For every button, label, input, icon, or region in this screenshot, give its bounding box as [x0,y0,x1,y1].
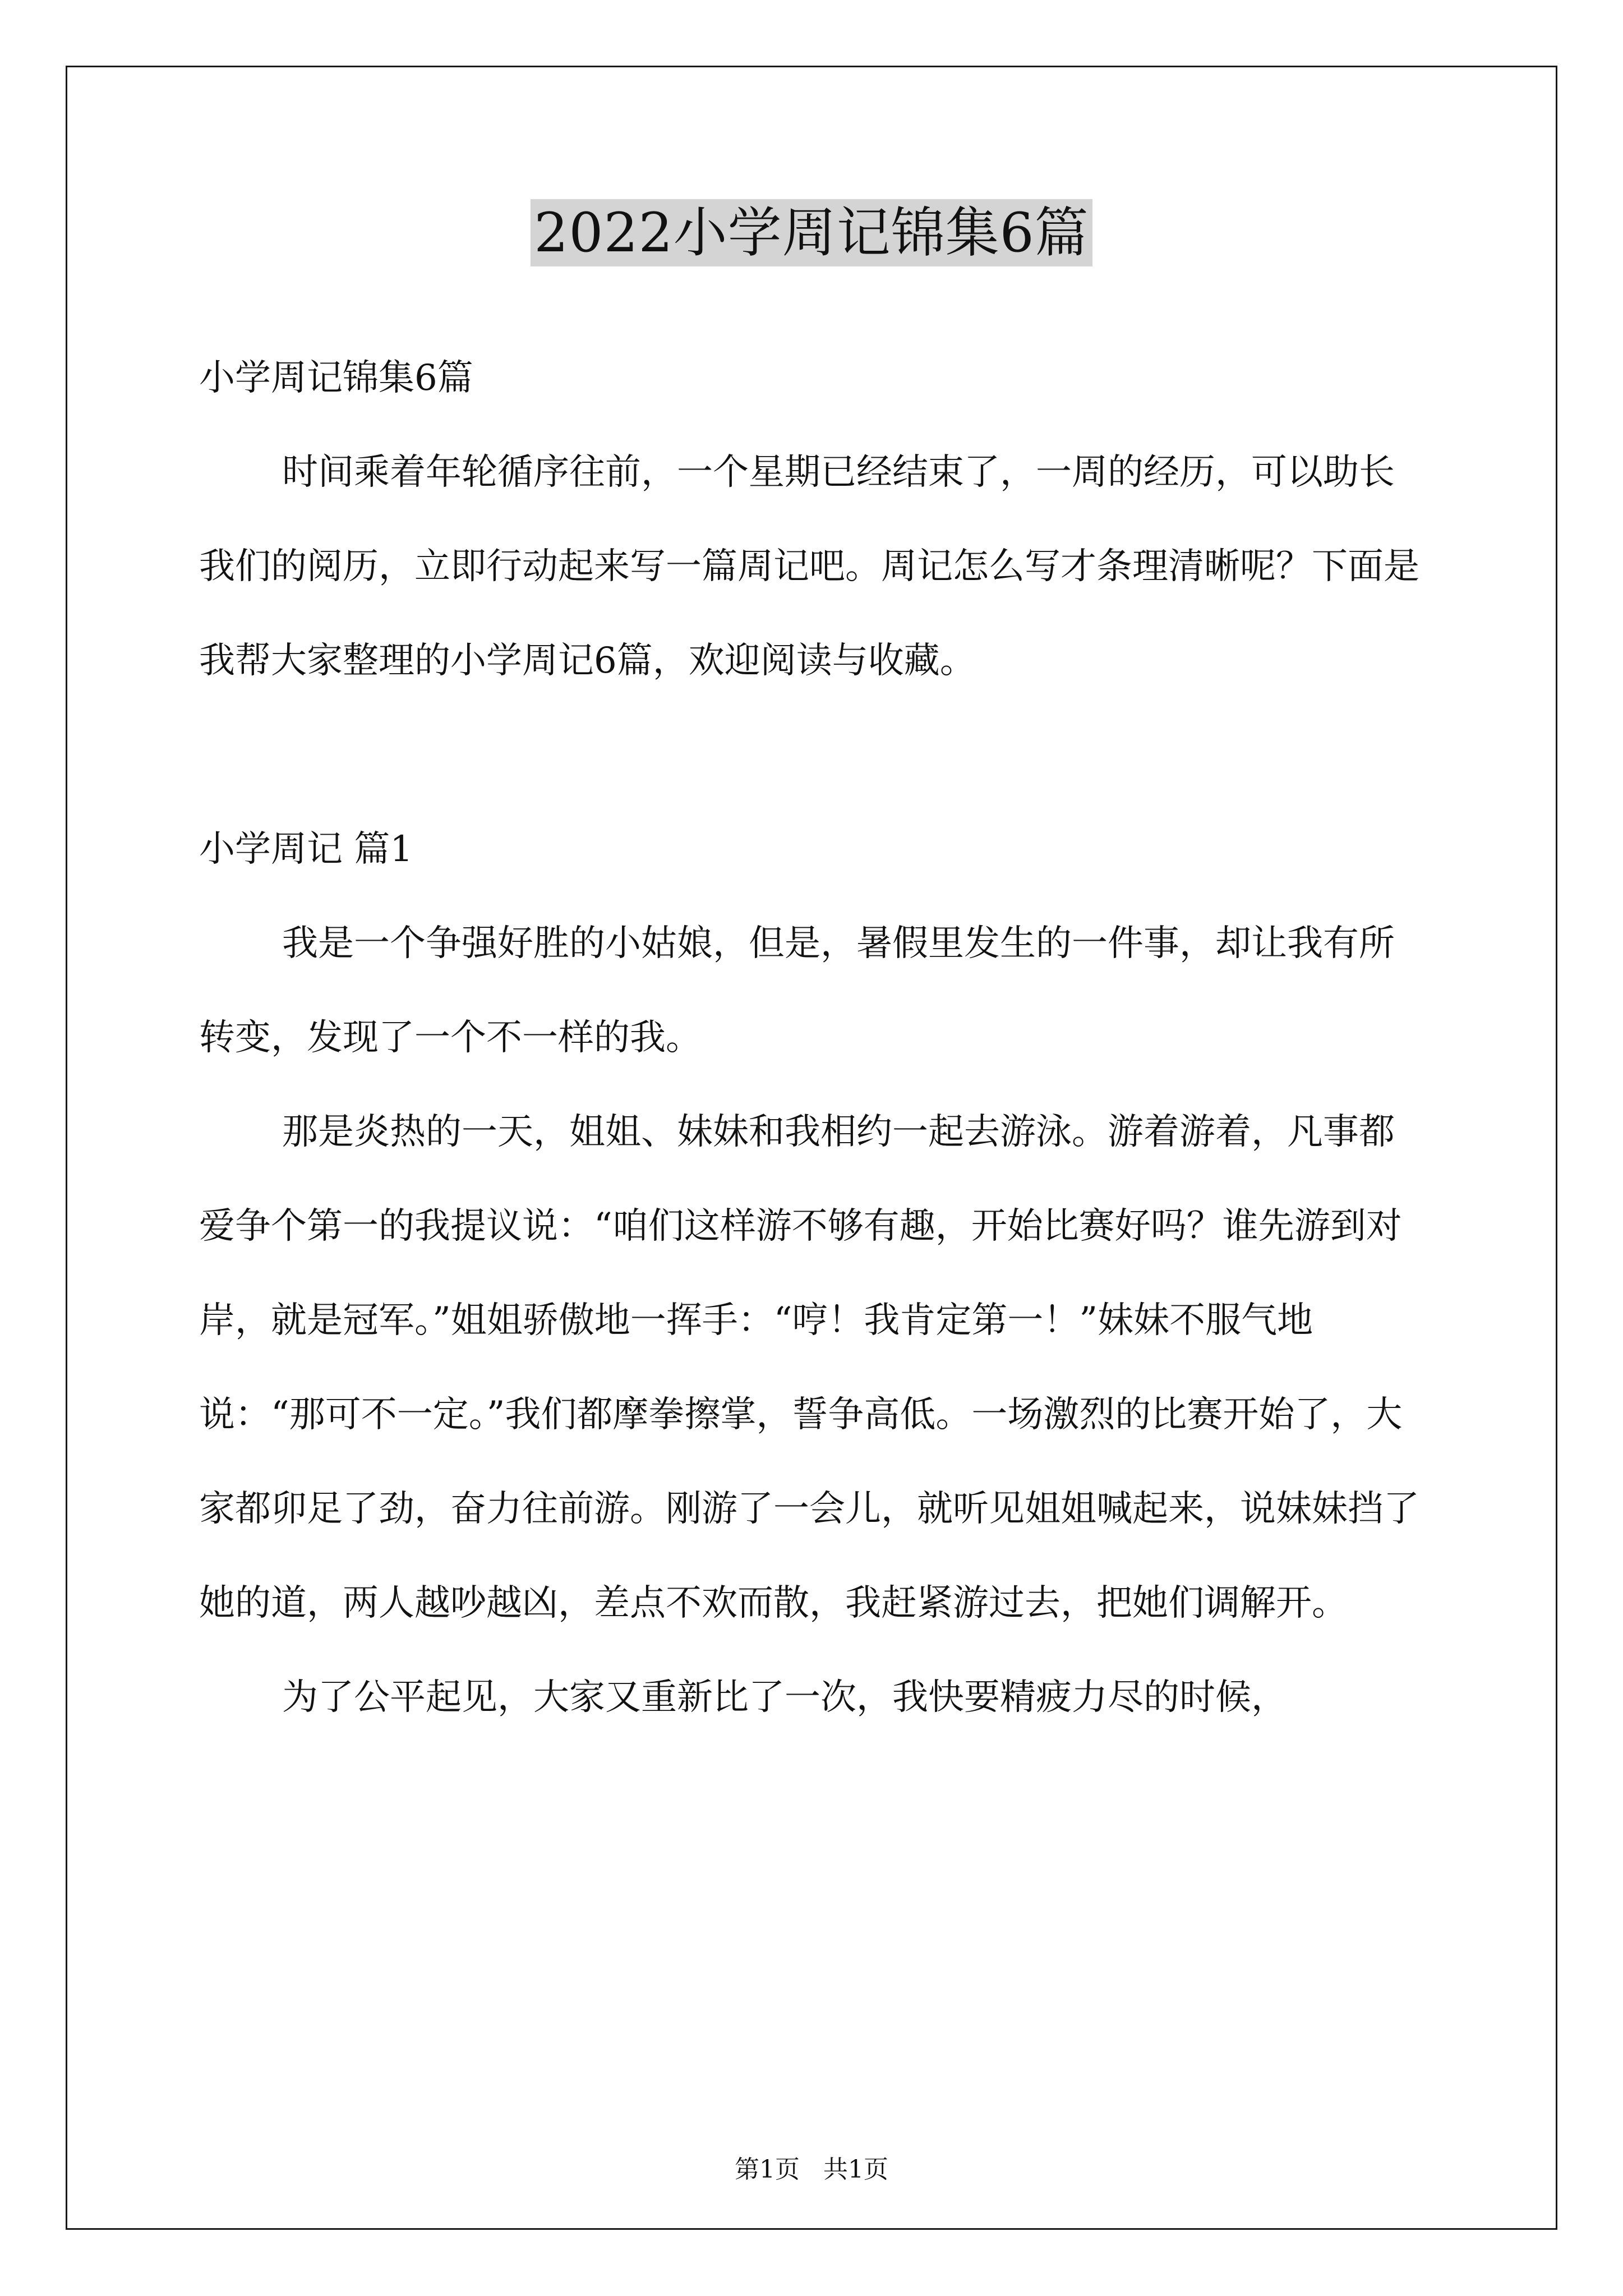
page-footer: 第1页 共1页 [735,2155,888,2184]
document-body [199,331,1427,1745]
section-1-paragraph-1: 我是一个争强好胜的小姑娘，但是，暑假里发生的一件事，却让我有所转变，发现了一个不一样的我。 [199,923,1395,1059]
intro-heading: 小学周记锦集6篇 [199,357,473,399]
section-1-heading: 小学周记 篇1 [199,829,413,870]
section-1-paragraph-2: 那是炎热的一天，姐姐、妹妹和我相约一起去游泳。游着游着，凡事都爱争个第一的我提议说：“咱们这样游不够有趣，开始比赛好吗？谁先游到对岸，就是冠军。”姐姐骄傲地一挥手：“哼！我肯定第一！”妹妹不服气地说：“那可不一定。”我们都摩拳擦掌，誓争高低。一场激烈的比赛开始了，大家都卯足了劲，奋力往前游。刚游了一会儿，就听见姐姐喊起来，说妹妹挡了她的道，两人越吵越凶，差点不欢而散，我赶紧游过去，把她们调解开。 [199,1111,1419,1624]
section-spacer [199,708,1427,802]
document-title: 2022小学周记锦集6篇 [531,199,1092,266]
document-title-wrap [0,199,1623,266]
intro-paragraph: 时间乘着年轮循序往前，一个星期已经结束了，一周的经历，可以助长我们的阅历，立即行动起来写一篇周记吧。周记怎么写才条理清晰呢？下面是我帮大家整理的小学周记6篇，欢迎阅读与收藏。 [199,452,1419,682]
section-1-paragraph-3: 为了公平起见，大家又重新比了一次，我快要精疲力尽的时候， [282,1677,1287,1718]
